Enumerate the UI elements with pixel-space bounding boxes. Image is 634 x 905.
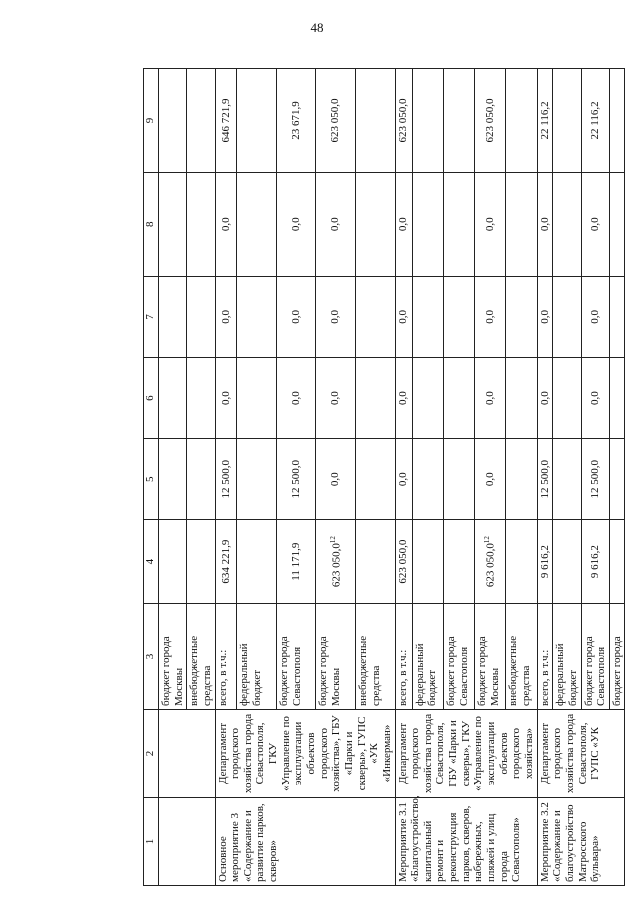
value-cell-col6 — [355, 357, 395, 438]
value-cell-col8: 0,0 — [316, 172, 356, 276]
value-cell-col4 — [187, 520, 215, 604]
column-header-2: 2 — [144, 709, 159, 797]
funding-source-cell: бюджет города Севастополя — [581, 603, 609, 709]
value-cell-col8 — [187, 172, 215, 276]
table-row — [215, 69, 237, 886]
value-cell-col7: 0,0 — [581, 276, 609, 357]
value-cell-col7 — [187, 276, 215, 357]
table-row — [537, 69, 553, 886]
value-cell-col7: 0,0 — [475, 276, 506, 357]
value-cell-col4: 9 616,2 — [537, 520, 553, 604]
value-cell-col8 — [506, 172, 537, 276]
rotated-table-container — [143, 68, 623, 886]
funding-source-cell: федеральный бюджет — [412, 603, 443, 709]
funding-source-cell: бюджет города Москвы — [475, 603, 506, 709]
value-cell-col7 — [412, 276, 443, 357]
value-cell-col4 — [159, 520, 187, 604]
value-cell-col6 — [159, 357, 187, 438]
value-cell-col5: 12 500,0 — [537, 439, 553, 520]
value-cell-col8: 0,0 — [395, 172, 412, 276]
total-cell: 623 050,0 — [395, 69, 412, 173]
value-cell-col7: 0,0 — [276, 276, 316, 357]
value-cell-col6 — [609, 357, 625, 438]
responsible-cell — [159, 709, 216, 797]
value-cell-col4: 11 171,9 — [276, 520, 316, 604]
value-cell-col7: 0,0 — [316, 276, 356, 357]
value-cell-col5: 0,0 — [475, 439, 506, 520]
column-header-6: 6 — [144, 357, 159, 438]
total-cell: 646 721,9 — [215, 69, 237, 173]
table-header-row — [144, 69, 159, 886]
funding-source-cell: бюджет города Севастополя — [443, 603, 474, 709]
value-cell-col4 — [412, 520, 443, 604]
value-cell-col8: 0,0 — [537, 172, 553, 276]
value-cell-col6: 0,0 — [395, 357, 412, 438]
column-header-9: 9 — [144, 69, 159, 173]
value-cell-col4: 623 050,0$^{12}$ — [316, 520, 356, 604]
value-cell-col6: 0,0 — [537, 357, 553, 438]
total-cell: 623 050,0 — [316, 69, 356, 173]
responsible-cell: Департамент городского хозяйства города Севастополя, ГБУ «Парки и скверы», ГКУ «Управление по эксплуатации объектов городского хозяйства» — [395, 709, 537, 797]
value-cell-col7 — [355, 276, 395, 357]
funding-source-cell: внебюджетные средства — [187, 603, 215, 709]
value-cell-col8 — [553, 172, 581, 276]
value-cell-col6: 0,0 — [316, 357, 356, 438]
value-cell-col4 — [609, 520, 625, 604]
value-cell-col6 — [506, 357, 537, 438]
value-cell-col7: 0,0 — [537, 276, 553, 357]
column-header-8: 8 — [144, 172, 159, 276]
table-body — [159, 69, 625, 886]
column-header-1: 1 — [144, 797, 159, 885]
table-row — [395, 69, 412, 886]
total-cell — [187, 69, 215, 173]
total-cell — [237, 69, 277, 173]
value-cell-col7: 0,0 — [395, 276, 412, 357]
total-cell — [412, 69, 443, 173]
footnote-marker: 12 — [328, 536, 337, 544]
value-cell-col8 — [443, 172, 474, 276]
measure-name-cell — [159, 797, 216, 885]
value-cell-col5 — [609, 439, 625, 520]
value-cell-col4: 623 050,0$^{12}$ — [475, 520, 506, 604]
total-cell — [355, 69, 395, 173]
value-cell-col8: 0,0 — [475, 172, 506, 276]
total-cell: 623 050,0 — [475, 69, 506, 173]
value-cell-col7: 0,0 — [215, 276, 237, 357]
column-header-3: 3 — [144, 603, 159, 709]
funding-source-cell: всего, в т.ч.: — [537, 603, 553, 709]
table-row — [159, 69, 187, 886]
value-cell-col5 — [237, 439, 277, 520]
value-cell-col7 — [443, 276, 474, 357]
value-cell-col6: 0,0 — [276, 357, 316, 438]
value-cell-col5: 0,0 — [316, 439, 356, 520]
funding-source-cell: федеральный бюджет — [237, 603, 277, 709]
value-cell-col5 — [355, 439, 395, 520]
total-cell — [609, 69, 625, 173]
budget-table — [143, 68, 625, 886]
column-header-4: 4 — [144, 520, 159, 604]
funding-source-cell: всего, в т.ч.: — [215, 603, 237, 709]
value-cell-col6 — [553, 357, 581, 438]
value-cell-col8: 0,0 — [581, 172, 609, 276]
funding-source-cell: бюджет города Севастополя — [276, 603, 316, 709]
value-cell-col5: 12 500,0 — [215, 439, 237, 520]
value-cell-col7 — [237, 276, 277, 357]
value-cell-col4: 9 616,2 — [581, 520, 609, 604]
column-header-5: 5 — [144, 439, 159, 520]
value-cell-col6: 0,0 — [215, 357, 237, 438]
value-cell-col4: 634 221,9 — [215, 520, 237, 604]
total-cell: 22 116,2 — [581, 69, 609, 173]
column-header-7: 7 — [144, 276, 159, 357]
page-number: 48 — [310, 20, 324, 35]
value-cell-col5 — [187, 439, 215, 520]
value-cell-col5 — [553, 439, 581, 520]
value-cell-col7 — [553, 276, 581, 357]
value-cell-col4 — [237, 520, 277, 604]
value-cell-col5 — [506, 439, 537, 520]
total-cell — [506, 69, 537, 173]
value-cell-col8: 0,0 — [215, 172, 237, 276]
funding-source-cell: федеральный бюджет — [553, 603, 581, 709]
value-cell-col8 — [237, 172, 277, 276]
value-cell-col6 — [237, 357, 277, 438]
funding-source-cell: внебюджетные средства — [506, 603, 537, 709]
total-cell — [443, 69, 474, 173]
value-cell-col5: 0,0 — [395, 439, 412, 520]
total-cell — [159, 69, 187, 173]
value-cell-col5: 12 500,0 — [581, 439, 609, 520]
total-cell — [553, 69, 581, 173]
value-cell-col4 — [355, 520, 395, 604]
value-cell-col4 — [443, 520, 474, 604]
funding-source-cell: бюджет города — [609, 603, 625, 709]
value-cell-col8 — [609, 172, 625, 276]
funding-source-cell: бюджет города Москвы — [316, 603, 356, 709]
value-cell-col6 — [412, 357, 443, 438]
value-cell-col4 — [553, 520, 581, 604]
footnote-marker: 12 — [483, 536, 492, 544]
value-cell-col5 — [412, 439, 443, 520]
measure-name-cell: Основное мероприятие 3 «Содержание и развитие парков, скверов» — [215, 797, 395, 885]
value-cell-col4: 623 050,0 — [395, 520, 412, 604]
value-cell-col8 — [355, 172, 395, 276]
value-cell-col6: 0,0 — [581, 357, 609, 438]
value-cell-col8 — [159, 172, 187, 276]
value-cell-col7 — [506, 276, 537, 357]
value-cell-col6 — [187, 357, 215, 438]
value-cell-col7 — [609, 276, 625, 357]
funding-source-cell: внебюджетные средства — [355, 603, 395, 709]
value-cell-col6: 0,0 — [475, 357, 506, 438]
funding-source-cell: бюджет города Москвы — [159, 603, 187, 709]
value-cell-col5: 12 500,0 — [276, 439, 316, 520]
responsible-cell: Департамент городского хозяйства города Севастополя, ГКУ «Управление по эксплуатации объектов городского хозяйства», ГБУ «Парки и скверы», ГУПС «УК «Инкерман» — [215, 709, 395, 797]
responsible-cell: Департамент городского хозяйства города Севастополя, ГУПС «УК — [537, 709, 625, 797]
value-cell-col8: 0,0 — [276, 172, 316, 276]
funding-source-cell: всего, в т.ч.: — [395, 603, 412, 709]
value-cell-col6 — [443, 357, 474, 438]
value-cell-col4 — [506, 520, 537, 604]
value-cell-col7 — [159, 276, 187, 357]
measure-name-cell: Мероприятие 3.2 «Содержание и благоустройство Матросского бульвара» — [537, 797, 625, 885]
total-cell: 22 116,2 — [537, 69, 553, 173]
value-cell-col8 — [412, 172, 443, 276]
value-cell-col5 — [159, 439, 187, 520]
total-cell: 23 671,9 — [276, 69, 316, 173]
measure-name-cell: Мероприятие 3.1 «Благоустройство, капитальный ремонт и реконструкция парков, скверов, набережных, пляжей и улиц города Севастополя» — [395, 797, 537, 885]
value-cell-col5 — [443, 439, 474, 520]
